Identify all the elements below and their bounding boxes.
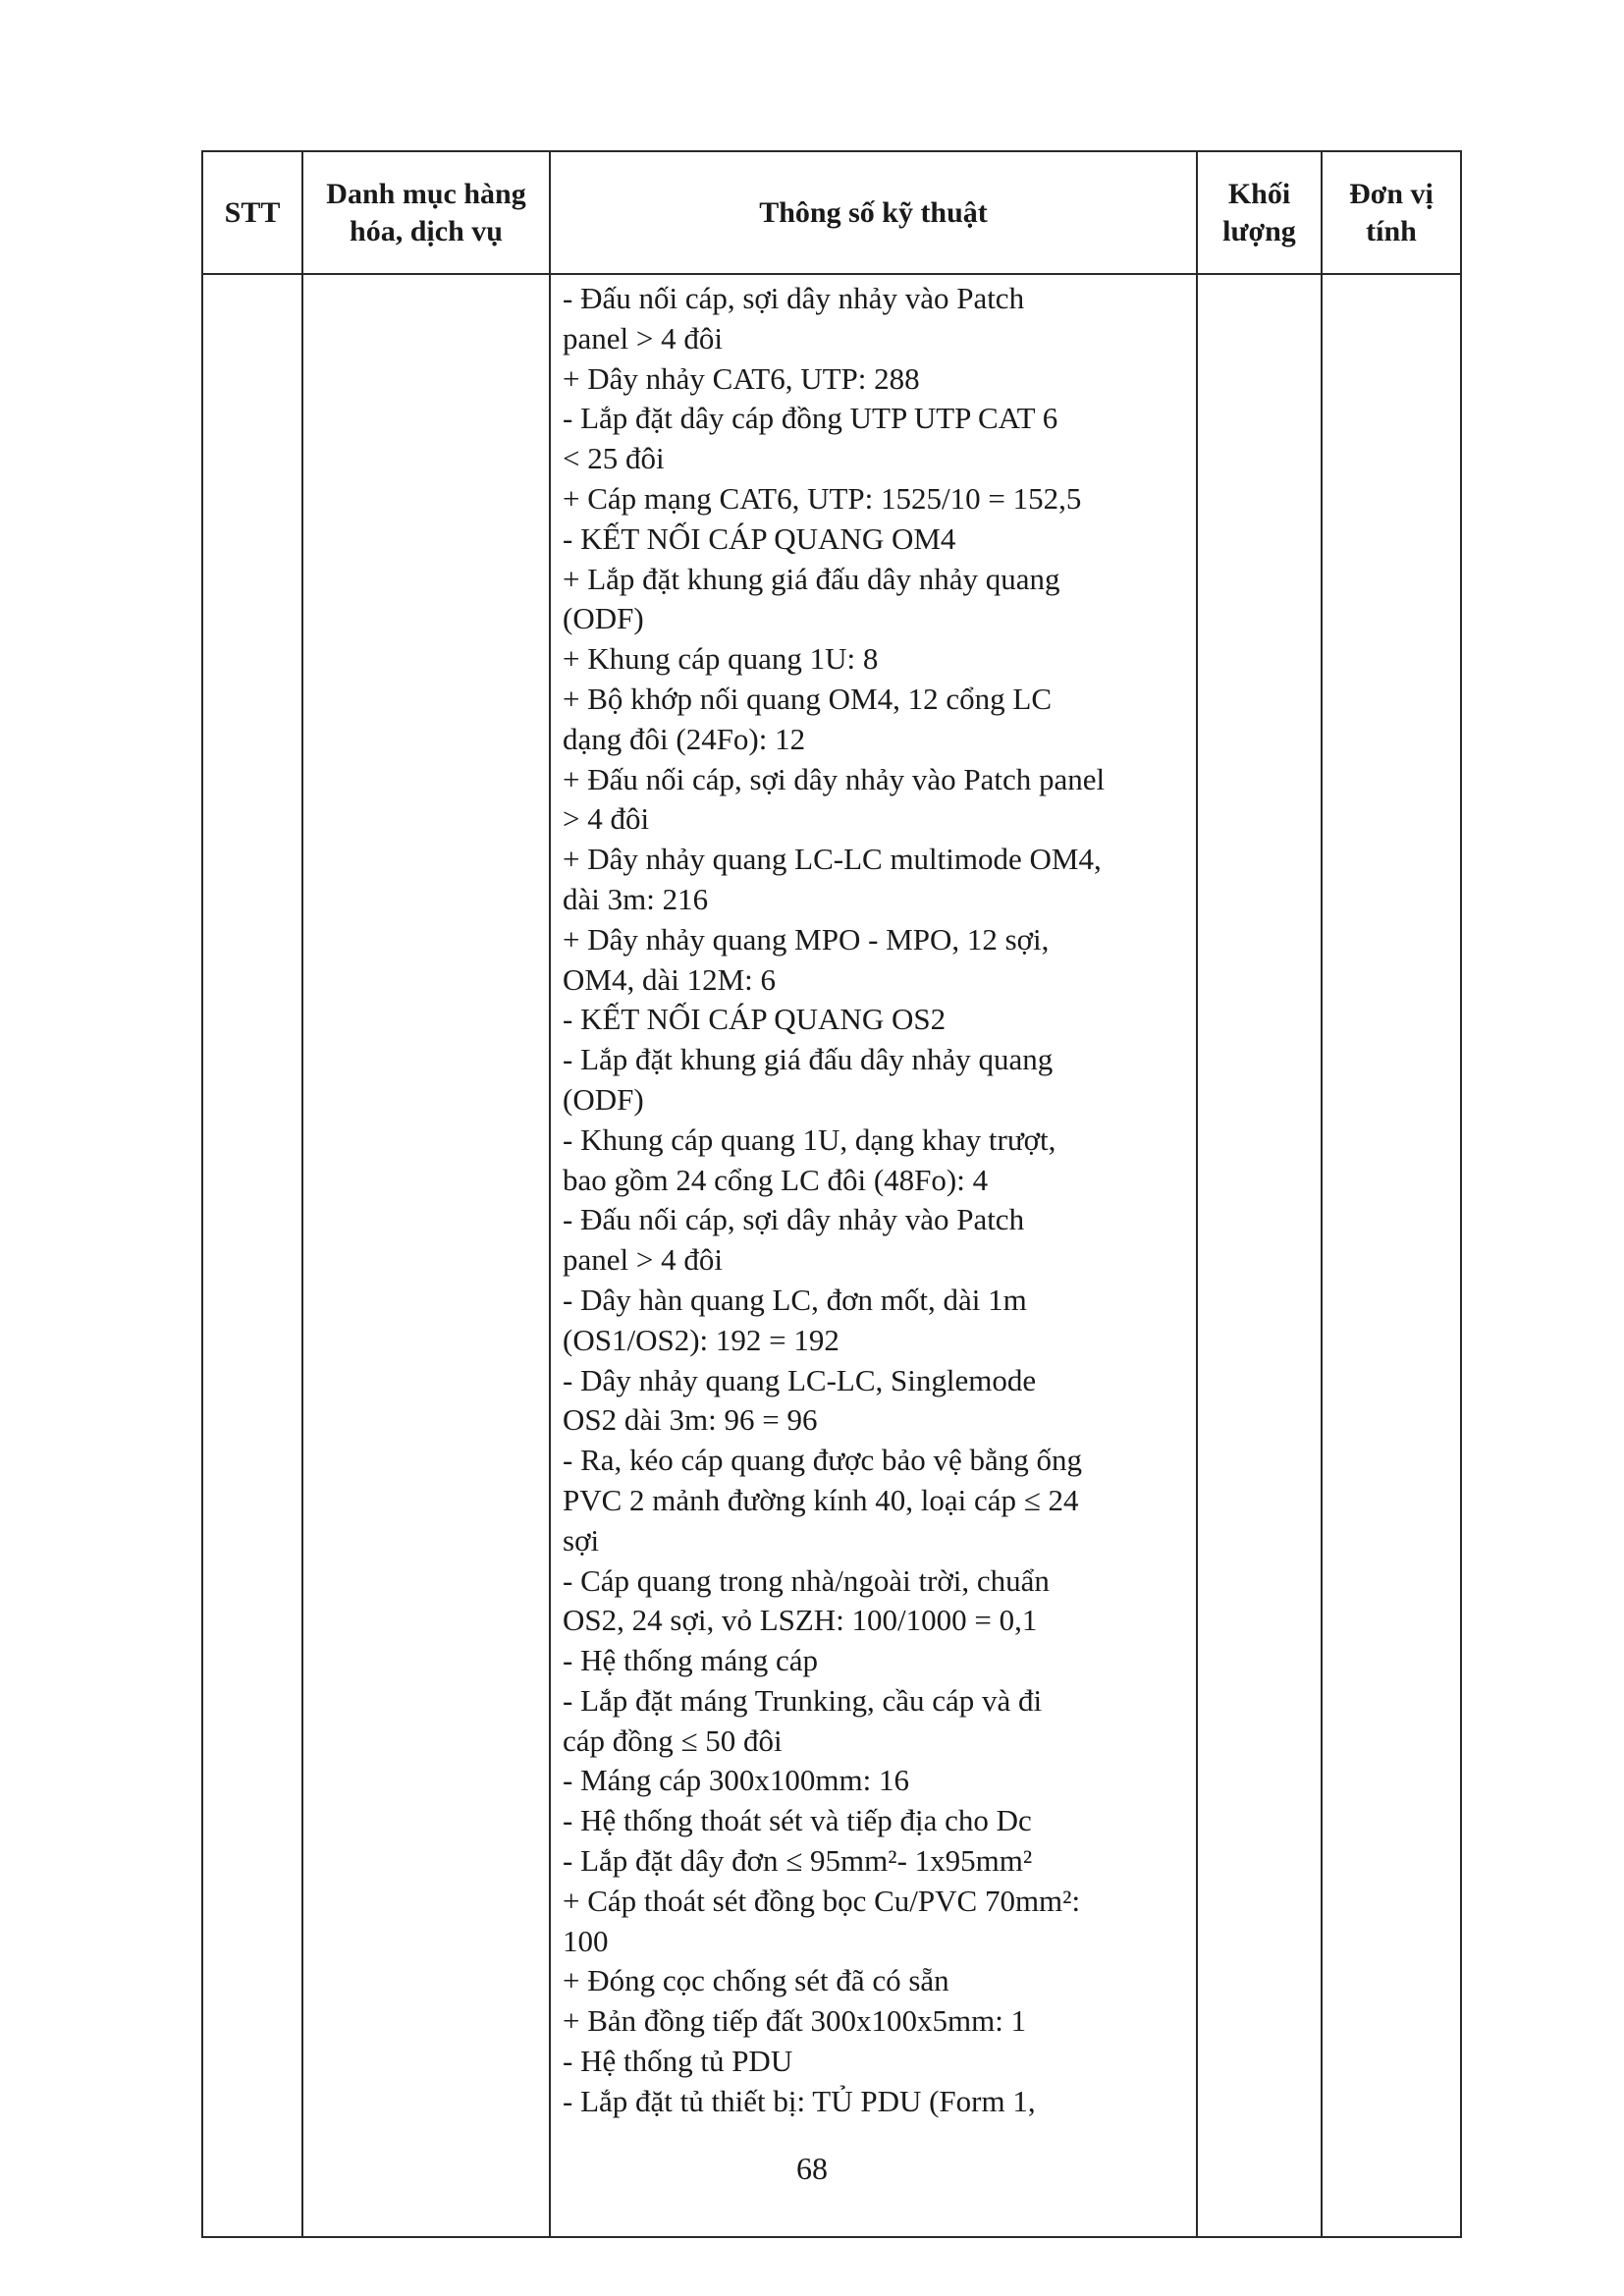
cell-spec: [550, 274, 1197, 2237]
spec-line: (ODF): [563, 1081, 644, 1117]
spec-line: + Khung cáp quang 1U: 8: [563, 641, 879, 677]
spec-line: > 4 đôi: [563, 801, 650, 837]
table-row: [202, 274, 1461, 2237]
spec-line: + Cáp mạng CAT6, UTP: 1525/10 = 152,5: [563, 480, 1082, 516]
spec-line: PVC 2 mảnh đường kính 40, loại cáp ≤ 24: [563, 1482, 1079, 1517]
spec-line: dài 3m: 216: [563, 881, 709, 916]
spec-line: + Cáp thoát sét đồng bọc Cu/PVC 70mm²:: [563, 1883, 1081, 1918]
header-category: Danh mục hàng hóa, dịch vụ: [302, 151, 550, 274]
spec-line: - Lắp đặt tủ thiết bị: TỦ PDU (Form 1,: [563, 2083, 1036, 2118]
spec-line: - Đấu nối cáp, sợi dây nhảy vào Patch: [563, 1202, 1025, 1237]
spec-line: (OS1/OS2): 192 = 192: [563, 1322, 839, 1357]
spec-line: dạng đôi (24Fo): 12: [563, 721, 806, 756]
spec-line: 100: [563, 1923, 609, 1958]
spec-line: + Đấu nối cáp, sợi dây nhảy vào Patch panel: [563, 761, 1106, 796]
cell-category: [302, 274, 550, 2237]
spec-line: + Dây nhảy quang MPO - MPO, 12 sợi,: [563, 921, 1050, 957]
spec-line: - Khung cáp quang 1U, dạng khay trượt,: [563, 1121, 1056, 1157]
spec-line: - Hệ thống máng cáp: [563, 1643, 818, 1678]
header-spec: Thông số kỹ thuật: [550, 151, 1197, 274]
spec-line: - Máng cáp 300x100mm: 16: [563, 1763, 910, 1798]
spec-line: + Bản đồng tiếp đất 300x100x5mm: 1: [563, 2003, 1027, 2039]
cell-stt: [202, 274, 302, 2237]
spec-line: sợi: [563, 1522, 600, 1558]
spec-line: panel > 4 đôi: [563, 320, 723, 355]
spec-line: + Lắp đặt khung giá đấu dây nhảy quang: [563, 561, 1060, 596]
spec-line: < 25 đôi: [563, 441, 665, 476]
spec-line: - KẾT NỐI CÁP QUANG OS2: [563, 1002, 947, 1037]
spec-line: - KẾT NỐI CÁP QUANG OM4: [563, 520, 956, 556]
spec-line: - Cáp quang trong nhà/ngoài trời, chuẩn: [563, 1562, 1050, 1598]
spec-line: OS2 dài 3m: 96 = 96: [563, 1402, 818, 1438]
spec-line: - Đấu nối cáp, sợi dây nhảy vào Patch: [563, 281, 1025, 315]
table-header-row: [202, 151, 1461, 274]
spec-line: OS2, 24 sợi, vỏ LSZH: 100/1000 = 0,1: [563, 1603, 1038, 1638]
spec-line: - Dây nhảy quang LC-LC, Singlemode: [563, 1362, 1037, 1397]
spec-line: + Dây nhảy CAT6, UTP: 288: [563, 360, 920, 396]
spec-line: (ODF): [563, 601, 644, 636]
spec-line: - Lắp đặt dây đơn ≤ 95mm²- 1x95mm²: [563, 1843, 1033, 1879]
spec-line: + Đóng cọc chống sét đã có sẵn: [563, 1963, 949, 1998]
spec-table: [201, 150, 1462, 2238]
spec-line: cáp đồng ≤ 50 đôi: [563, 1722, 783, 1758]
spec-line: - Ra, kéo cáp quang được bảo vệ bằng ống: [563, 1443, 1083, 1478]
header-quantity: Khối lượng: [1197, 151, 1322, 274]
header-stt: STT: [202, 151, 302, 274]
spec-line: bao gồm 24 cổng LC đôi (48Fo): 4: [563, 1162, 989, 1197]
spec-line: panel > 4 đôi: [563, 1242, 723, 1278]
spec-line: - Hệ thống tủ PDU: [563, 2044, 793, 2079]
spec-line: - Lắp đặt khung giá đấu dây nhảy quang: [563, 1042, 1054, 1077]
spec-line: + Dây nhảy quang LC-LC multimode OM4,: [563, 842, 1102, 877]
cell-quantity: [1197, 274, 1322, 2237]
spec-line: - Lắp đặt máng Trunking, cầu cáp và đi: [563, 1682, 1043, 1718]
spec-line: - Lắp đặt dây cáp đồng UTP UTP CAT 6: [563, 401, 1058, 436]
page-number: 68: [796, 2151, 828, 2186]
spec-line: OM4, dài 12M: 6: [563, 961, 776, 997]
spec-text: [551, 275, 1196, 2122]
header-unit: Đơn vị tính: [1322, 151, 1461, 274]
cell-unit: [1322, 274, 1461, 2237]
spec-line: - Hệ thống thoát sét và tiếp địa cho Dc: [563, 1803, 1032, 1838]
spec-line: + Bộ khớp nối quang OM4, 12 cổng LC: [563, 681, 1052, 716]
spec-line: - Dây hàn quang LC, đơn mốt, dài 1m: [563, 1282, 1027, 1317]
